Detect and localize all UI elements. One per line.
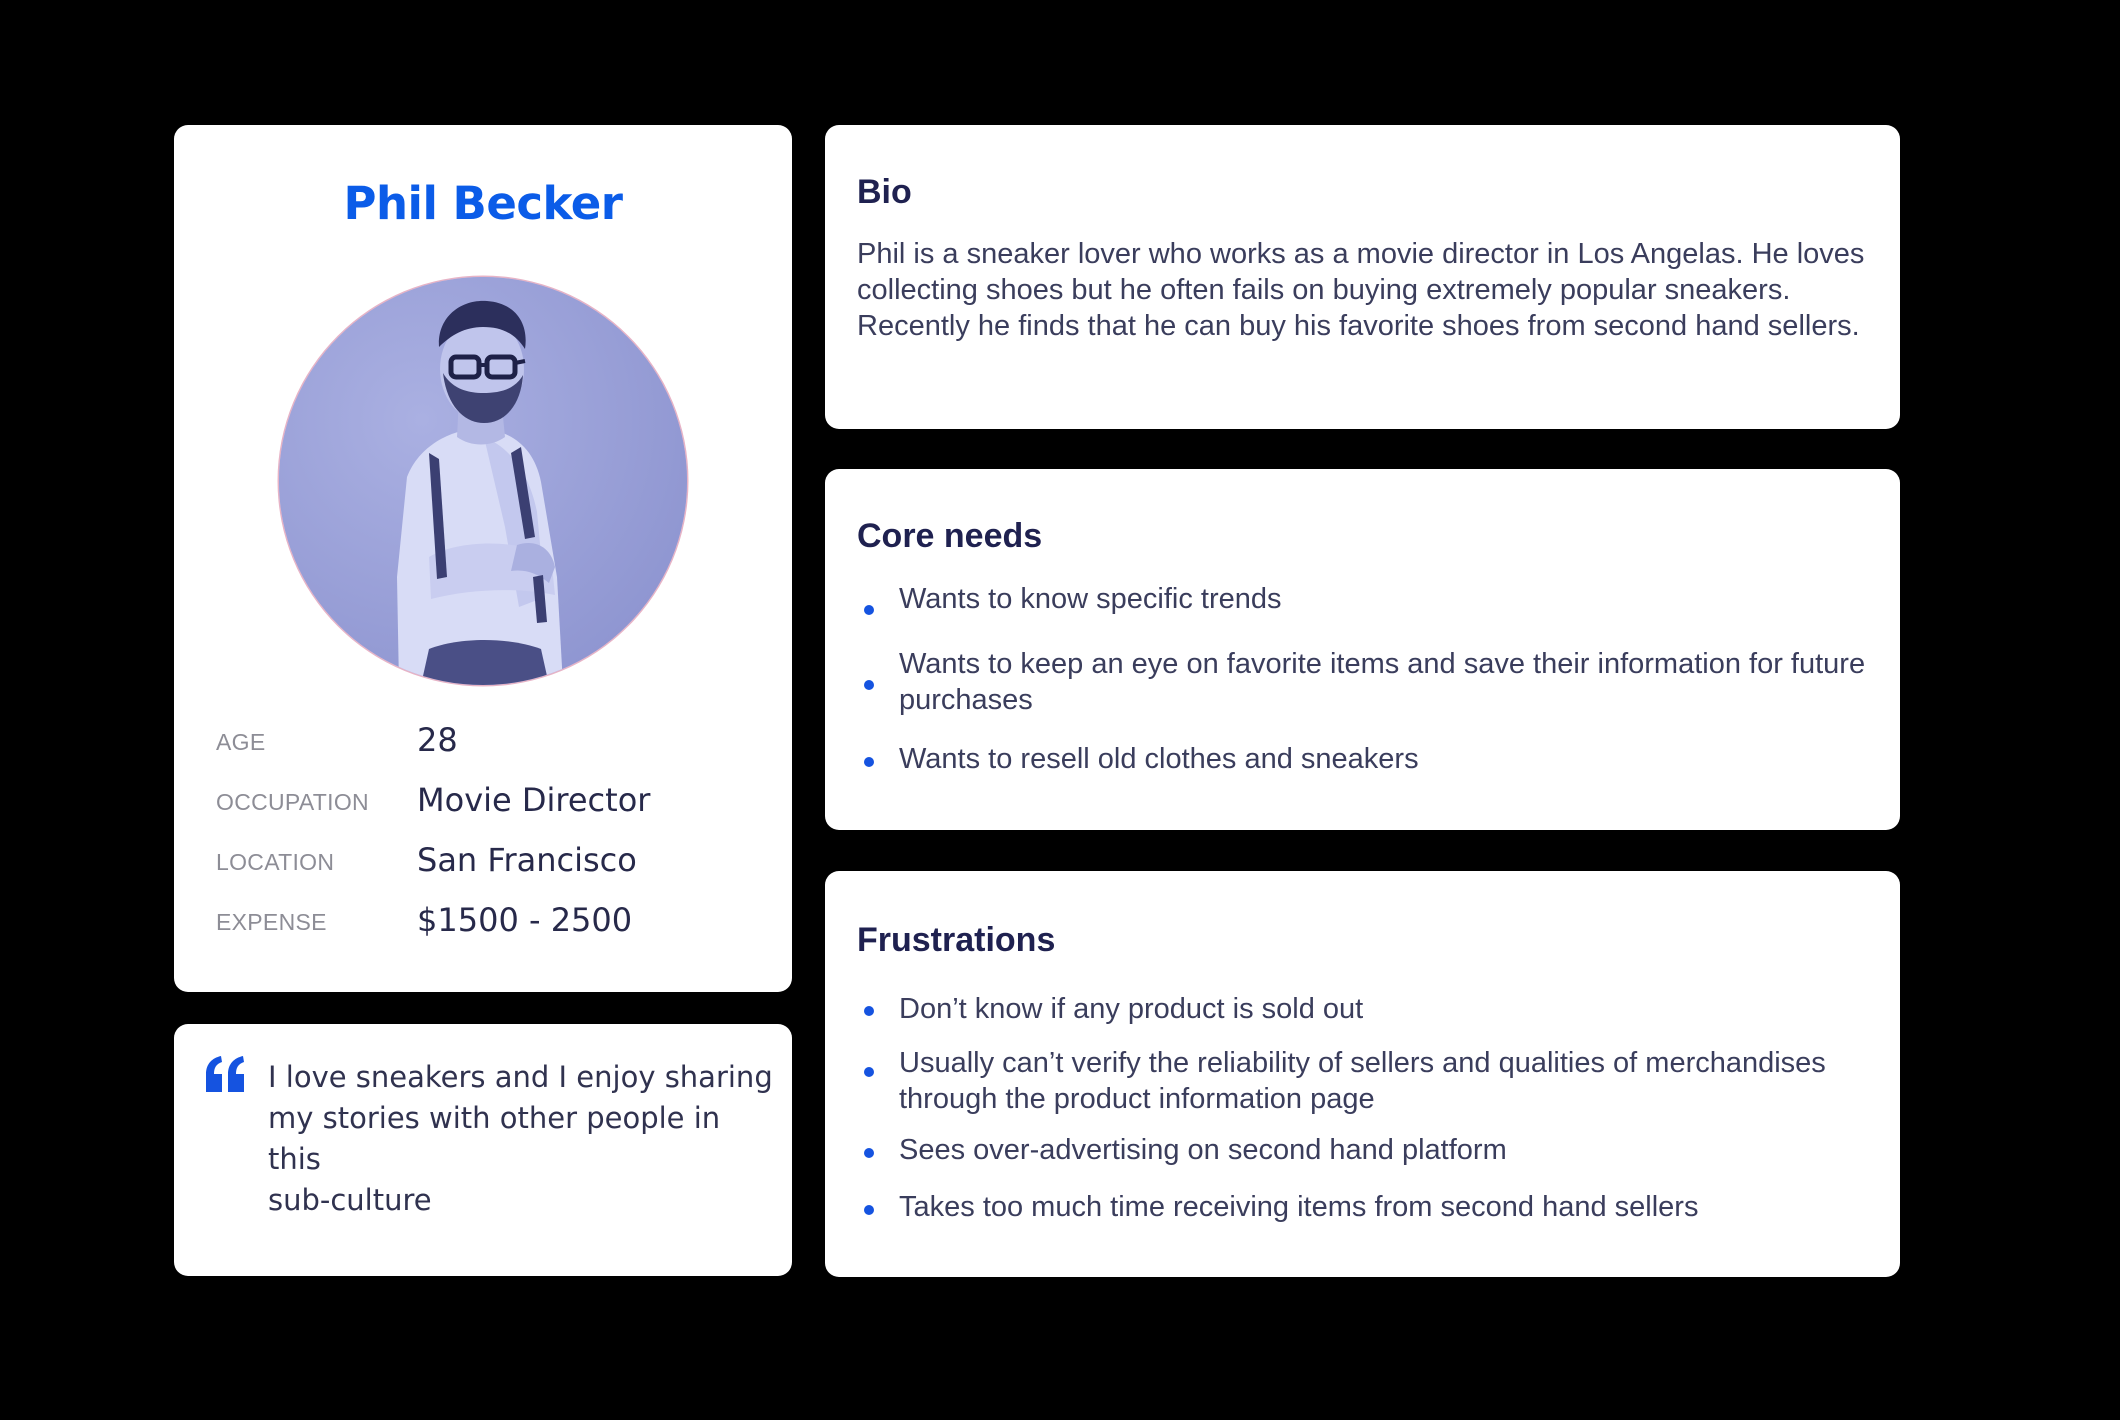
persona-name: Phil Becker — [343, 177, 623, 230]
frustration-text: Takes too much time receiving items from second hand sellers — [899, 1191, 1699, 1223]
attribute-row-location — [216, 835, 756, 885]
bullet-dot-icon — [864, 605, 874, 615]
core-need-text: Wants to resell old clothes and sneakers — [899, 743, 1419, 775]
bio-text: Phil is a sneaker lover who works as a movie director in Los Angelas. He loves collecting shoes but he often fails on buying extremely popular sneakers. Recently he finds that he can buy his favorite shoes from second hand sellers. — [857, 238, 1865, 342]
frustrations-card — [825, 871, 1900, 1277]
persona-quote-card — [174, 1024, 792, 1276]
core-need-text: Wants to know specific trends — [899, 583, 1282, 615]
attribute-row-occupation — [216, 775, 756, 825]
frustrations-title: Frustrations — [857, 921, 1056, 959]
quote-mark-icon — [204, 1056, 246, 1092]
persona-profile-card — [174, 125, 792, 992]
attribute-label: AGE — [216, 729, 266, 755]
bio-title: Bio — [857, 173, 912, 211]
attribute-value: $1500 - 2500 — [417, 901, 633, 939]
core-need-text: Wants to keep an eye on favorite items and save their information for future purchases — [899, 648, 1866, 716]
attribute-row-age — [216, 715, 756, 765]
frustration-text: Don’t know if any product is sold out — [899, 993, 1364, 1025]
bullet-dot-icon — [864, 1006, 874, 1016]
bullet-dot-icon — [864, 1205, 874, 1215]
bullet-dot-icon — [864, 757, 874, 767]
bullet-dot-icon — [864, 1067, 874, 1077]
persona-portrait-icon — [279, 277, 687, 685]
persona-quote-text: I love sneakers and I enjoy sharing my stories with other people in this sub-culture — [268, 1060, 773, 1217]
frustration-text: Usually can’t verify the reliability of sellers and qualities of merchandises through the product information page — [899, 1047, 1826, 1115]
attribute-label: LOCATION — [216, 849, 335, 875]
bio-card — [825, 125, 1900, 429]
core-needs-title: Core needs — [857, 517, 1043, 555]
attribute-value: San Francisco — [417, 841, 637, 879]
attribute-value: 28 — [417, 721, 458, 759]
attribute-row-expense — [216, 895, 756, 945]
core-needs-card — [825, 469, 1900, 830]
persona-avatar — [279, 277, 687, 685]
frustration-text: Sees over-advertising on second hand platform — [899, 1134, 1507, 1166]
attribute-value: Movie Director — [417, 781, 651, 819]
bullet-dot-icon — [864, 1148, 874, 1158]
bullet-dot-icon — [864, 680, 874, 690]
attribute-label: OCCUPATION — [216, 789, 369, 815]
attribute-label: EXPENSE — [216, 909, 327, 935]
